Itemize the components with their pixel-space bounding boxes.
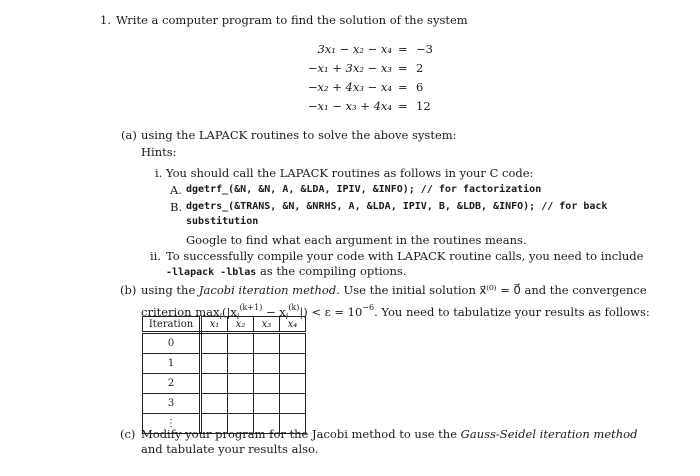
criterion-minus: − x <box>262 305 286 319</box>
iteration-cell: 3 <box>143 394 201 414</box>
code-dgetrf: dgetrf_(&N, &N, A, &LDA, IPIV, &INFO); // for factorization <box>186 184 542 195</box>
criterion-sup-k1: (k+1) <box>239 303 263 312</box>
part-c-line1 <box>141 427 637 441</box>
part-b-line2: criterion $\max_i(|x_i^{(k+1)} - x_i^{(k)}|) < \varepsilon = 10^{-6}$. You need to tabulatize your results as follows: <box>141 303 650 321</box>
problem-number: 1. <box>100 13 111 27</box>
header-iteration: Iteration <box>143 317 201 333</box>
code-dgetrs-continued: substitution <box>186 216 259 227</box>
table-cell <box>201 333 228 354</box>
table-row <box>143 374 306 394</box>
hint-ii-flags-line <box>166 264 406 280</box>
table-cell <box>201 374 228 394</box>
iteration-cell: ⋮ <box>143 414 201 434</box>
header-x4: x₄ <box>280 317 306 333</box>
compile-flags-note: as the compiling options. <box>259 264 407 278</box>
equation-row: 3x₁ − x₂ − x₄ <box>317 42 392 56</box>
part-a-label: (a) <box>121 128 137 142</box>
equation-row: −x₁ + 3x₂ − x₃ <box>307 61 392 75</box>
table-cell <box>254 333 280 354</box>
table-cell <box>254 374 280 394</box>
table-cell <box>201 354 228 374</box>
code-a-label: A. <box>170 183 182 197</box>
iteration-cell: 2 <box>143 374 201 394</box>
iteration-cell: 0 <box>143 333 201 354</box>
equation-rhs: 12 <box>416 99 431 113</box>
part-c-line2: and tabulate your results also. <box>141 442 319 456</box>
equation-rhs: −3 <box>416 42 433 56</box>
criterion-abs: (|x <box>222 305 237 319</box>
table-cell <box>280 394 306 414</box>
criterion-exponent: −6 <box>362 303 375 312</box>
gauss-seidel-method: Gauss-Seidel iteration method <box>460 427 638 441</box>
table-cell <box>280 374 306 394</box>
table-cell <box>228 354 254 374</box>
code-dgetrs: dgetrs_(&TRANS, &N, &NRHS, A, &LDA, IPIV, B, &LDB, &INFO); // for back <box>186 201 608 212</box>
equals-sign: = <box>398 61 408 75</box>
header-x2: x₂ <box>228 317 254 333</box>
table-cell <box>280 354 306 374</box>
equals-sign: = <box>398 99 408 113</box>
jacobi-method: Jacobi iteration method. <box>198 283 340 297</box>
criterion-epsilon: |) < ε = 10 <box>299 305 363 319</box>
equation-row: −x₁ − x₃ + 4x₄ <box>307 99 392 113</box>
hint-i-text: You should call the LAPACK routines as follows in your C code: <box>166 166 534 180</box>
equals-sign: = <box>398 80 408 94</box>
equation-rhs: 6 <box>416 80 424 94</box>
header-x1: x₁ <box>201 317 228 333</box>
google-note: Google to find what each argument in the routines means. <box>186 233 527 247</box>
table-row <box>143 354 306 374</box>
criterion-post: . You need to tabulatize your results as follows: <box>374 305 650 319</box>
table-row <box>143 394 306 414</box>
table-cell <box>201 394 228 414</box>
part-b-initial: Use the initial solution x⃗⁽⁰⁾ = 0⃗ and the convergence <box>343 283 647 297</box>
hint-ii-text: To successfully compile your code with LAPACK routine calls, you need to include <box>166 249 644 263</box>
part-b-line1 <box>141 283 647 297</box>
compile-flags: -llapack -lblas <box>166 267 257 278</box>
iteration-cell: 1 <box>143 354 201 374</box>
problem-intro: Write a computer program to find the solution of the system <box>116 13 468 27</box>
table-cell <box>228 333 254 354</box>
table-cell <box>254 394 280 414</box>
part-a-text: using the LAPACK routines to solve the above system: <box>141 128 457 142</box>
table-cell <box>228 374 254 394</box>
part-b-pre: using the <box>141 283 196 297</box>
part-b-label: (b) <box>120 283 137 297</box>
table-header-row <box>143 317 306 333</box>
header-x3: x₃ <box>254 317 280 333</box>
hint-ii-label: ii. <box>150 249 162 263</box>
equation-row: −x₂ + 4x₃ − x₄ <box>307 80 392 94</box>
equals-sign: = <box>398 42 408 56</box>
table-cell <box>228 394 254 414</box>
part-c-label: (c) <box>120 427 136 441</box>
criterion-sup-k: (k) <box>288 303 300 312</box>
code-b-label: B. <box>170 200 183 214</box>
iteration-table <box>142 316 306 434</box>
table-row <box>143 333 306 354</box>
hints-label: Hints: <box>141 145 177 159</box>
table-cell <box>280 333 306 354</box>
part-c-pre: Modify your program for the Jacobi method to use the <box>141 427 458 441</box>
equation-rhs: 2 <box>416 61 424 75</box>
hint-i-label: i. <box>155 166 163 180</box>
criterion-max: criterion max <box>141 305 220 319</box>
table-cell <box>254 354 280 374</box>
